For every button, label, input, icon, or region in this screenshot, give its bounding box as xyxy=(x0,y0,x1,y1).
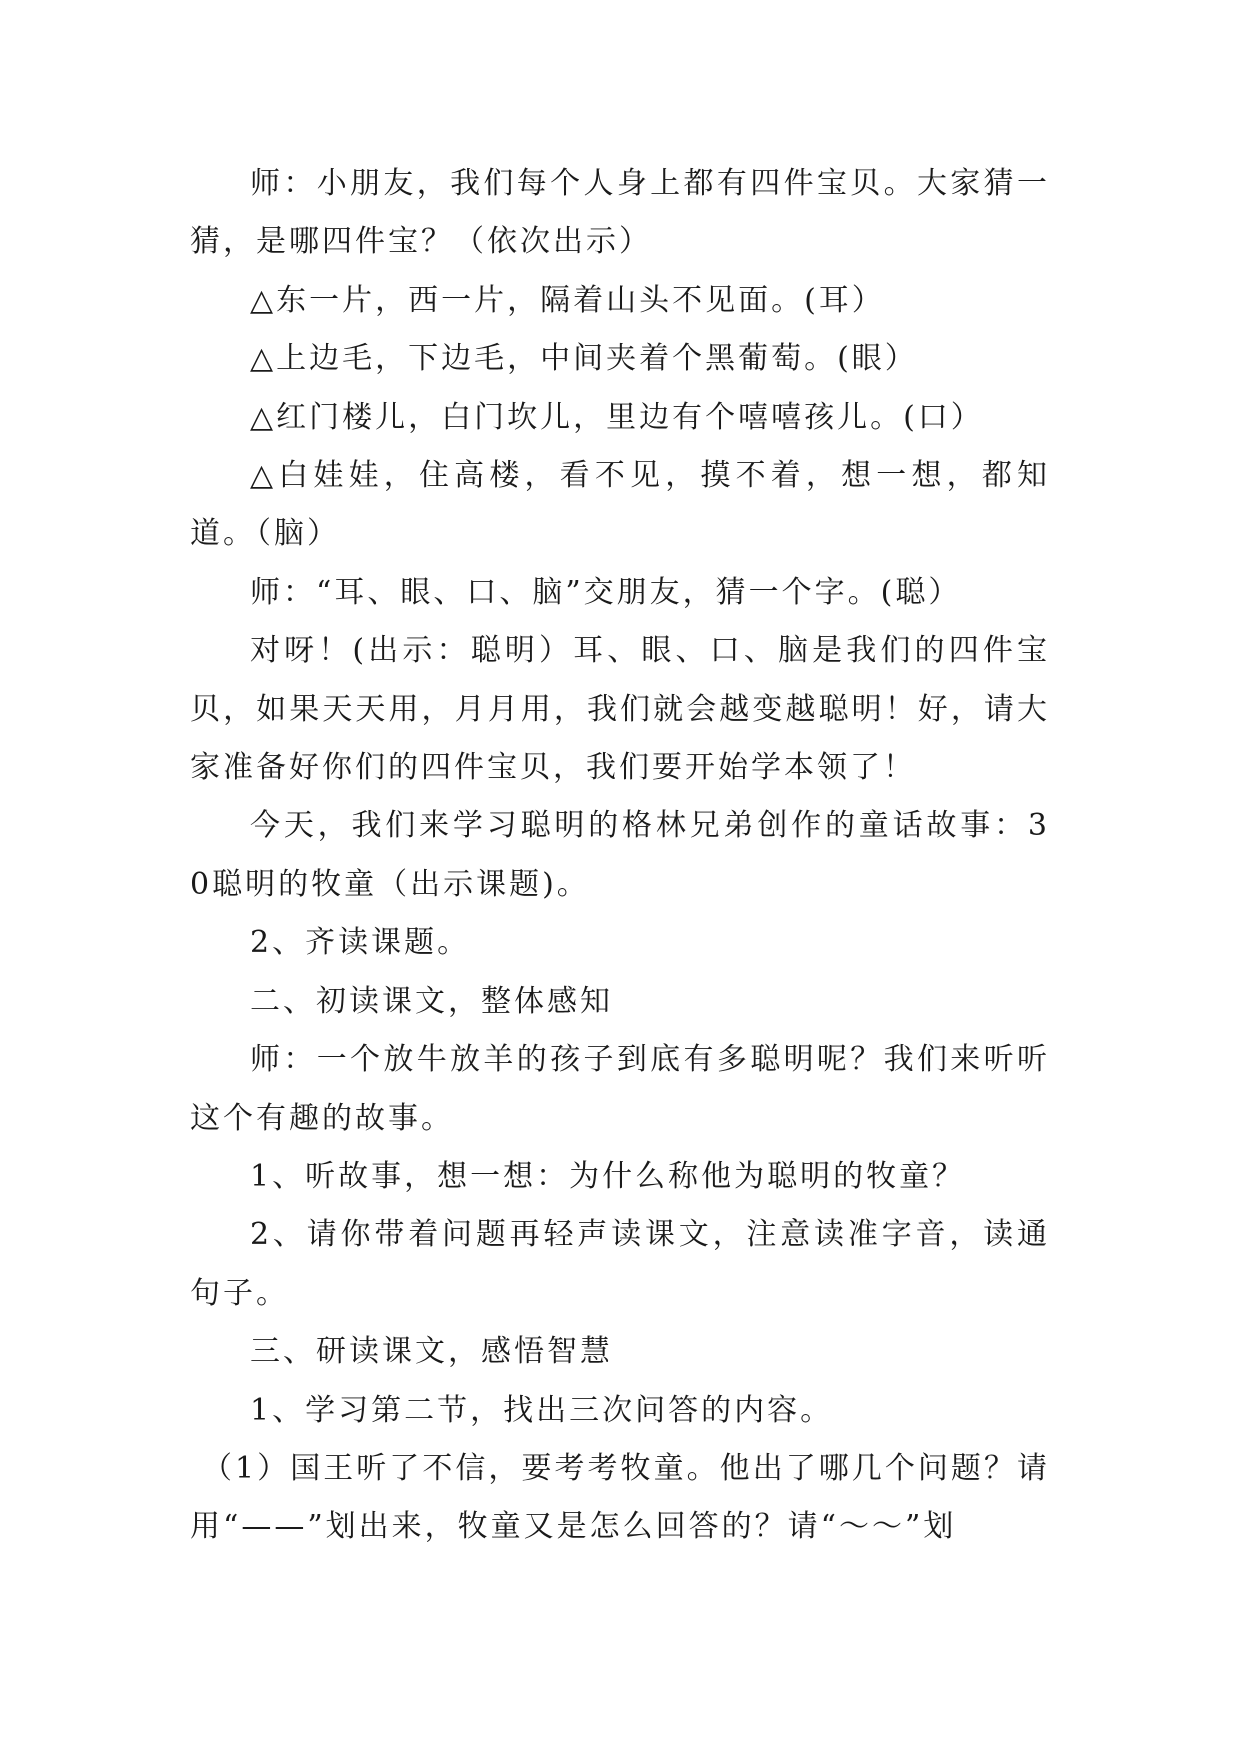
paragraph-king-questions: （1）国王听了不信，要考考牧童。他出了哪几个问题？请用“——”划出来，牧童又是怎么回答的？请“～～”划 xyxy=(190,1450,1050,1545)
paragraph-four-treasures: 对呀！(出示：聪明）耳、眼、口、脑是我们的四件宝贝，如果天天用，月月用，我们就会越变越聪明！好，请大家准备好你们的四件宝贝，我们要开始学本领了！ xyxy=(190,633,1050,786)
paragraph-read-title: 2、齐读课题。 xyxy=(250,925,471,961)
paragraph-riddle-brain: △白娃娃，住高楼，看不见，摸不着，想一想，都知道。（脑） xyxy=(190,458,1050,552)
paragraph-riddle-ear: △东一片，西一片，隔着山头不见面。(耳） xyxy=(250,282,885,318)
paragraph-story-question: 师：一个放牛放羊的孩子到底有多聪明呢？我们来听听这个有趣的故事。 xyxy=(190,1042,1050,1136)
section-heading-first-reading: 二、初读课文，整体感知 xyxy=(250,983,613,1019)
paragraph-read-aloud: 2、请你带着问题再轻声读课文，注意读准字音，读通句子。 xyxy=(190,1217,1050,1311)
document-body xyxy=(190,155,1050,1557)
section-heading-study-text: 三、研读课文，感悟智慧 xyxy=(250,1334,613,1370)
paragraph-riddle-mouth: △红门楼儿，白门坎儿，里边有个嘻嘻孩儿。(口） xyxy=(250,399,984,435)
paragraph-listen-story: 1、听故事，想一想：为什么称他为聪明的牧童？ xyxy=(250,1158,966,1194)
paragraph-guess-character: 师：“耳、眼、口、脑”交朋友，猜一个字。(聪） xyxy=(250,574,962,610)
paragraph-lesson-title: 今天，我们来学习聪明的格林兄弟创作的童话故事：30聪明的牧童（出示课题)。 xyxy=(190,808,1050,902)
paragraph-study-section-two: 1、学习第二节，找出三次问答的内容。 xyxy=(250,1392,834,1428)
paragraph-teacher-intro: 师：小朋友，我们每个人身上都有四件宝贝。大家猜一猜，是哪四件宝？（依次出示） xyxy=(190,166,1050,260)
paragraph-riddle-eye: △上边毛，下边毛，中间夹着个黑葡萄。(眼） xyxy=(250,341,918,377)
